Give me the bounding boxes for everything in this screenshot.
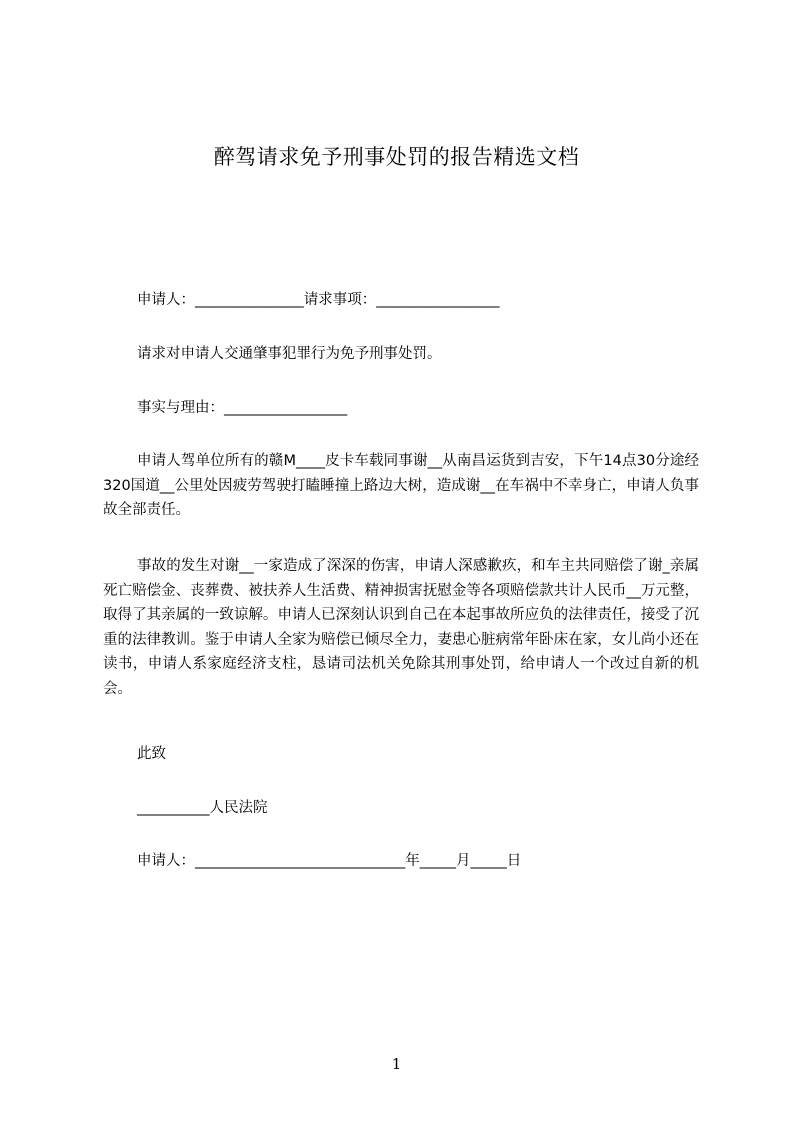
document-title: 醉驾请求免予刑事处罚的报告精选文档 xyxy=(213,145,580,169)
request-statement: 请求对申请人交通肇事犯罪行为免予刑事处罚。 xyxy=(137,346,442,362)
salutation: 此致 xyxy=(137,746,166,762)
facts-paragraph: 申请人驾单位所有的赣M____皮卡车载同事谢__从南昌运货到吉安，下午14点30分途经320国道__公里处因疲劳驾驶打瞌睡撞上路边大树，造成谢__在车祸中不幸身亡，申请人负事故全部责任。 xyxy=(103,453,699,518)
compensation-paragraph: 事故的发生对谢__一家造成了深深的伤害，申请人深感歉疚，和车主共同赔偿了谢_亲属死亡赔偿金、丧葬费、被扶养人生活费、精神损害抚慰金等各项赔偿款共计人民币__万元整，取得了其亲属的一致谅解。申请人已深刻认识到自己在本起事故所应负的法律责任，接受了沉重的法律教训。鉴于申请人全家为赔偿已倾尽全力，妻患心脏病常年卧床在家，女儿尚小还在读书，申请人系家庭经济支柱，恳请司法机关免除其刑事处罚，给申请人一个改过自新的机会。 xyxy=(103,558,699,697)
page-number: 1 xyxy=(391,1055,402,1073)
facts-reasons-line: 事实与理由：_________________ xyxy=(137,400,348,416)
court-line: __________人民法院 xyxy=(137,800,268,816)
applicant-request-line: 申请人：_______________请求事项：_________________ xyxy=(137,292,500,308)
signature-date-line: 申请人：_____________________________年_____月_____日 xyxy=(137,853,522,869)
